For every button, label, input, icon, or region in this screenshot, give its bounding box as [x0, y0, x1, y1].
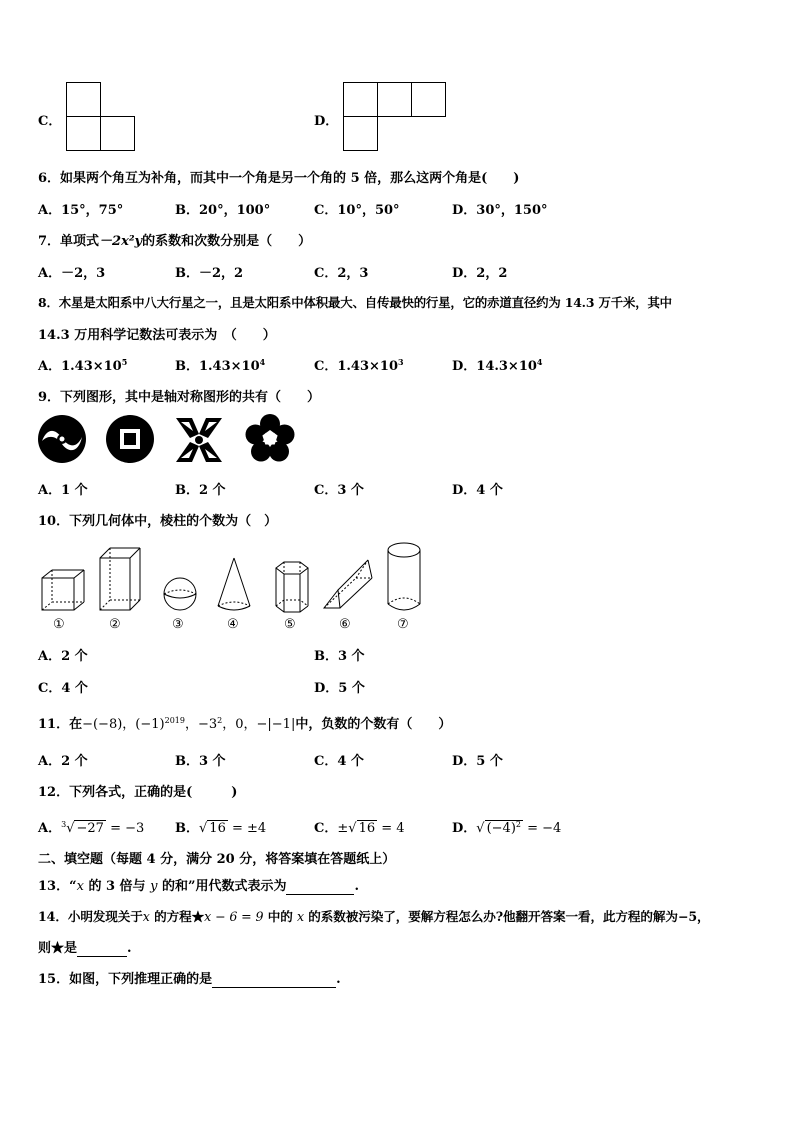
q8-stem-line1: 8．木星是太阳系中八大行星之一，且是太阳系中体积最大、自传最快的行星，它的赤道直径约为 14.3 万千米，其中: [38, 295, 672, 310]
q14-equation: x − 6 = 9: [204, 909, 264, 924]
section-2-heading: 二、填空题（每题 4 分，满分 20 分，将答案填在答题纸上）: [38, 852, 396, 867]
q10-label-6: ⑥: [339, 617, 351, 632]
q7-option-a: A．－2，3: [38, 266, 106, 281]
q12-option-a-label: A．: [38, 821, 62, 836]
q5-option-c-figure: [66, 82, 136, 152]
q12-option-c: C．±√ 16 = 4: [314, 821, 405, 836]
q8-option-d-exp: 4: [536, 357, 543, 367]
q12-option-a-radicand: −27: [76, 821, 104, 836]
q13-text-a: 的 3 倍与: [83, 879, 151, 894]
q6-option-a: A．15°，75°: [38, 203, 124, 218]
q11-option-b: B．3 个: [175, 754, 226, 769]
q6-option-d: D．30°，150°: [452, 203, 548, 218]
q11-numbers: [82, 717, 295, 732]
q12-stem: 12．下列各式，正确的是( ): [38, 785, 238, 800]
q8-stem-line2: 14.3 万用科学记数法可表示为 （ ）: [38, 328, 276, 343]
q10-stem: 10．下列几何体中，棱柱的个数为（ ）: [38, 514, 278, 529]
q13-var-x: x: [76, 879, 84, 894]
q13-quote-open: “: [69, 879, 77, 894]
q8-option-c-exp: 3: [398, 357, 404, 367]
q11-option-c: C．4 个: [314, 754, 364, 769]
q9-option-b: B．2 个: [175, 483, 226, 498]
q9-stem: 9．下列图形，其中是轴对称图形的共有（ ）: [38, 390, 321, 405]
q10-option-a: A．2 个: [38, 649, 88, 664]
q7-option-c: C．2，3: [314, 266, 369, 281]
q11-exp-2: 2: [217, 716, 223, 725]
q12-option-a: A．$^3$√ −27 = −3: [38, 820, 145, 836]
q6-option-c: C．10°，50°: [314, 203, 400, 218]
q8-option-b-base: B．1.43×10: [175, 359, 260, 374]
q12-option-b: B．√ 16 = ±4: [175, 821, 267, 836]
q11-stem-post: 中，负数的个数有（ ）: [295, 717, 452, 732]
q8-option-b: [175, 355, 265, 374]
q6-option-b: B．20°，100°: [175, 203, 271, 218]
q14-var-x-2: x: [297, 909, 305, 924]
q12-option-c-rhs: = 4: [381, 821, 405, 836]
q14-var-x: x: [142, 909, 150, 924]
q10-label-2: ②: [109, 617, 121, 632]
q9-option-c: C．3 个: [314, 483, 364, 498]
q13-answer-blank[interactable]: [286, 879, 354, 895]
q8-option-d-base: D．14.3×10: [452, 359, 537, 374]
q12-option-d-exp: 2: [515, 820, 521, 829]
q12-option-d-radicand: (−4): [486, 821, 516, 836]
q5-option-d-label: D．: [314, 114, 339, 129]
q14-text-e: 则★是: [38, 941, 78, 956]
q8-option-d: [452, 355, 543, 374]
q10-option-d: D．5 个: [314, 681, 365, 696]
q8-option-a-exp: 5: [121, 357, 128, 367]
q12-option-c-pm: ±: [337, 821, 349, 836]
q10-option-b: B．3 个: [314, 649, 365, 664]
q10-label-7: ⑦: [397, 617, 409, 632]
q8-option-b-exp: 4: [259, 357, 266, 367]
q14-text-a: 14．小明发现关于: [38, 909, 143, 924]
q9-option-a: A．1 个: [38, 483, 88, 498]
q12-option-d: D．√ $(-4)^2 = -4$: [452, 820, 562, 836]
q10-label-5: ⑤: [284, 617, 296, 632]
q13-period: .: [354, 879, 359, 894]
q9-symbol-4-icon: [244, 413, 296, 465]
q14-stem-line2: [38, 937, 132, 957]
q10-label-1: ①: [53, 617, 65, 632]
q5-option-d-figure: [343, 82, 447, 152]
q14-text-d: 的系数被污染了，要解方程怎么办?他翻开答案一看，此方程的解为−5，: [304, 909, 710, 924]
q15-answer-blank[interactable]: [212, 972, 336, 988]
q9-option-d: D．4 个: [452, 483, 503, 498]
q13-text-b: 的和”用代数式表示为: [157, 879, 287, 894]
q8-option-c: [314, 355, 404, 374]
q8-option-a: [38, 355, 127, 374]
q12-option-b-label: B．: [175, 821, 199, 836]
q12-option-d-rhs: = −4: [527, 821, 562, 836]
q7-monomial: －2x²y: [99, 234, 143, 249]
q14-text-b: 的方程★: [149, 909, 205, 924]
q12-option-b-radicand: 16: [209, 821, 226, 836]
q12-option-d-label: D．: [452, 821, 477, 836]
q9-symbol-2-icon: [105, 414, 155, 464]
q11-numbers-c: ，0，−|−1|: [222, 717, 296, 732]
q11-option-d: D．5 个: [452, 754, 503, 769]
q15-period: .: [336, 972, 341, 987]
q6-stem: 6．如果两个角互为补角，而其中一个角是另一个角的 5 倍，那么这两个角是( ): [38, 171, 520, 186]
q15-text: 15．如图，下列推理正确的是: [38, 972, 213, 987]
q14-period: .: [127, 941, 132, 956]
q11-numbers-a: −(−8)，(−1): [82, 717, 165, 732]
q13-number: 13．: [38, 879, 70, 894]
q11-stem: [38, 713, 451, 732]
q7-stem: [38, 230, 311, 249]
q7-stem-post: 的系数和次数分别是（ ）: [142, 234, 312, 249]
q12-option-a-index: 3: [61, 820, 67, 829]
q14-text-c: 中的: [263, 909, 297, 924]
q14-stem-line1: [38, 906, 710, 925]
q12-option-a-rhs: = −3: [110, 821, 145, 836]
q12-option-d-radicand-wrap: [485, 820, 523, 836]
q5-option-c-label: C．: [38, 114, 62, 129]
q13-var-y: y: [150, 879, 158, 894]
q9-symbol-3-icon: [172, 414, 226, 466]
q10-option-c: C．4 个: [38, 681, 88, 696]
q10-label-3: ③: [172, 617, 184, 632]
q8-option-c-base: C．1.43×10: [314, 359, 398, 374]
q13-stem: [38, 875, 359, 895]
q14-answer-blank[interactable]: [77, 941, 127, 957]
q11-numbers-b: ，−3: [184, 717, 218, 732]
q11-stem-pre: 11．在: [38, 717, 83, 732]
q11-exp-2019: 2019: [164, 716, 185, 725]
q8-option-a-base: A．1.43×10: [38, 359, 122, 374]
q9-symbol-1-icon: [37, 414, 87, 464]
q7-stem-pre: 7．单项式: [38, 234, 100, 249]
q10-label-4: ④: [227, 617, 239, 632]
q12-option-c-label: C．: [314, 821, 338, 836]
q7-option-d: D．2，2: [452, 266, 508, 281]
q12-option-b-rhs: = ±4: [231, 821, 267, 836]
q7-option-b: B．－2，2: [175, 266, 244, 281]
q15-stem: [38, 968, 341, 988]
q12-option-c-radicand: 16: [358, 821, 376, 836]
q11-option-a: A．2 个: [38, 754, 88, 769]
